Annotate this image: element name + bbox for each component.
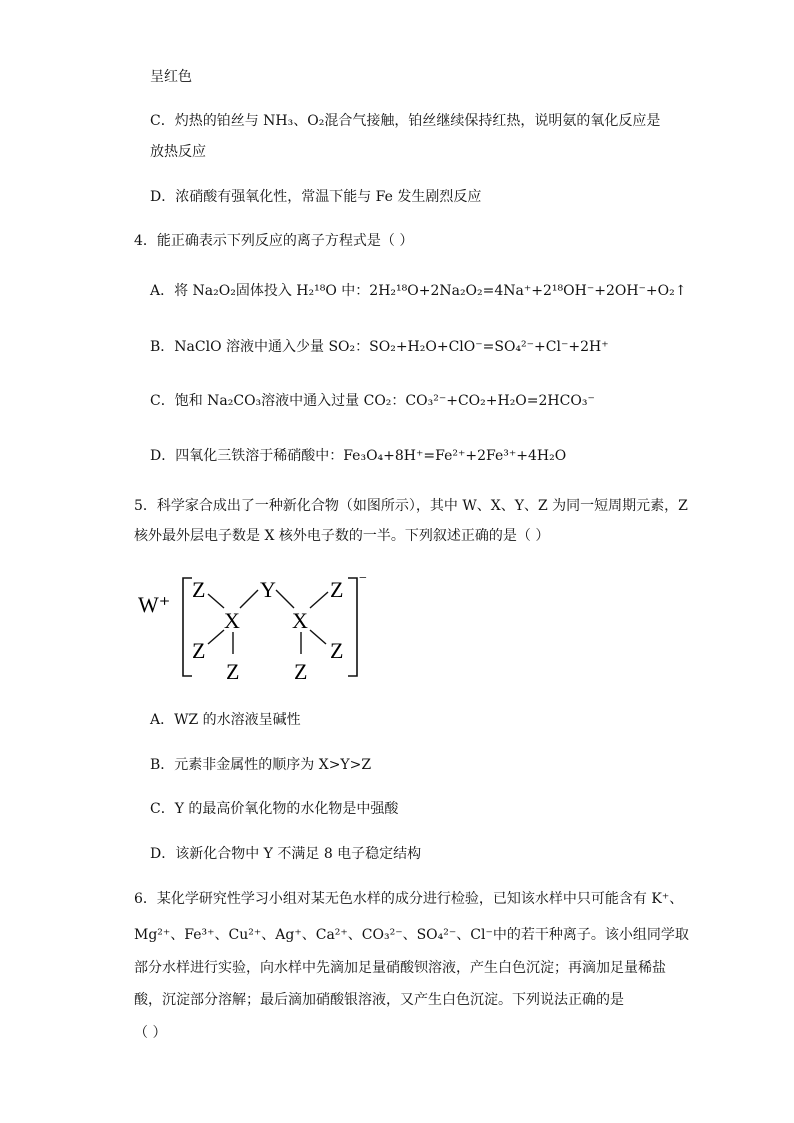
atom-z-mid-right: Z	[330, 638, 344, 663]
q4-option-a: A．将 Na₂O₂固体投入 H₂¹⁸O 中：2H₂¹⁸O+2Na₂O₂=4Na⁺+2¹⁸OH⁻+2OH⁻+O₂↑	[150, 283, 687, 299]
q6-line-3: 部分水样进行实验，向水样中先滴加足量硝酸钡溶液，产生白色沉淀；再滴加足量稀盐	[134, 960, 666, 976]
bond-x-z-mid-left	[208, 630, 224, 644]
q6-answer-paren: （ ）	[134, 1025, 167, 1041]
diagram-cation: W⁺	[138, 592, 171, 617]
prev-option-c: C．灼热的铂丝与 NH₃、O₂混合气接触，铂丝继续保持红热，说明氨的氧化反应是	[150, 113, 661, 129]
left-bracket	[183, 578, 192, 676]
q6-line-4: 酸，沉淀部分溶解；最后滴加硝酸银溶液，又产生白色沉淀。下列说法正确的是	[134, 992, 624, 1008]
bond-z-x-top-left	[208, 594, 224, 608]
prev-option-c-continuation: 放热反应	[150, 144, 206, 160]
atom-x-right: X	[292, 608, 308, 633]
bond-x-y-left	[240, 590, 258, 608]
q5-stem-line-1: 5．科学家合成出了一种新化合物（如图所示），其中 W、X、Y、Z 为同一短周期元素，Z	[134, 498, 688, 514]
q5-option-a: A．WZ 的水溶液呈碱性	[150, 712, 301, 728]
q6-line-2: Mg²⁺、Fe³⁺、Cu²⁺、Ag⁺、Ca²⁺、CO₃²⁻、SO₄²⁻、Cl⁻中的若干种离子。该小组同学取	[134, 927, 689, 943]
atom-z-top-left: Z	[192, 577, 206, 602]
q5-stem-line-2: 核外最外层电子数是 X 核外电子数的一半。下列叙述正确的是（ ）	[134, 528, 550, 544]
q4-option-b: B．NaClO 溶液中通入少量 SO₂：SO₂+H₂O+ClO⁻=SO₄²⁻+Cl⁻+2H⁺	[150, 339, 609, 355]
q5-option-d: D．该新化合物中 Y 不满足 8 电子稳定结构	[150, 846, 422, 862]
atom-z-mid-left: Z	[192, 638, 206, 663]
q5-option-b: B．元素非金属性的顺序为 X>Y>Z	[150, 757, 372, 773]
bond-x-z-top-right	[310, 592, 328, 608]
structure-diagram	[136, 572, 376, 684]
prev-option-d: D．浓硝酸有强氧化性，常温下能与 Fe 发生剧烈反应	[150, 189, 482, 205]
atom-y-bridge: Y	[260, 577, 276, 602]
q4-stem: 4．能正确表示下列反应的离子方程式是（ ）	[134, 233, 414, 249]
q4-option-c: C．饱和 Na₂CO₃溶液中通入过量 CO₂：CO₃²⁻+CO₂+H₂O=2HCO₃⁻	[150, 393, 595, 409]
atom-z-bottom-right: Z	[294, 659, 308, 684]
q5-option-c: C．Y 的最高价氧化物的水化物是中强酸	[150, 801, 399, 817]
diagram-charge: −	[359, 572, 367, 586]
atom-z-top-right: Z	[330, 577, 344, 602]
bond-y-x-right	[276, 590, 294, 608]
q4-option-d: D．四氧化三铁溶于稀硝酸中：Fe₃O₄+8H⁺=Fe²⁺+2Fe³⁺+4H₂O	[150, 448, 567, 464]
atom-x-left: X	[224, 608, 240, 633]
bond-x-z-mid-right	[310, 630, 326, 644]
right-bracket	[348, 578, 357, 676]
atom-z-bottom-left: Z	[226, 659, 240, 684]
prev-question-continuation: 呈红色	[150, 69, 192, 85]
q6-line-1: 6．某化学研究性学习小组对某无色水样的成分进行检验，已知该水样中只可能含有 K⁺、	[134, 891, 684, 907]
